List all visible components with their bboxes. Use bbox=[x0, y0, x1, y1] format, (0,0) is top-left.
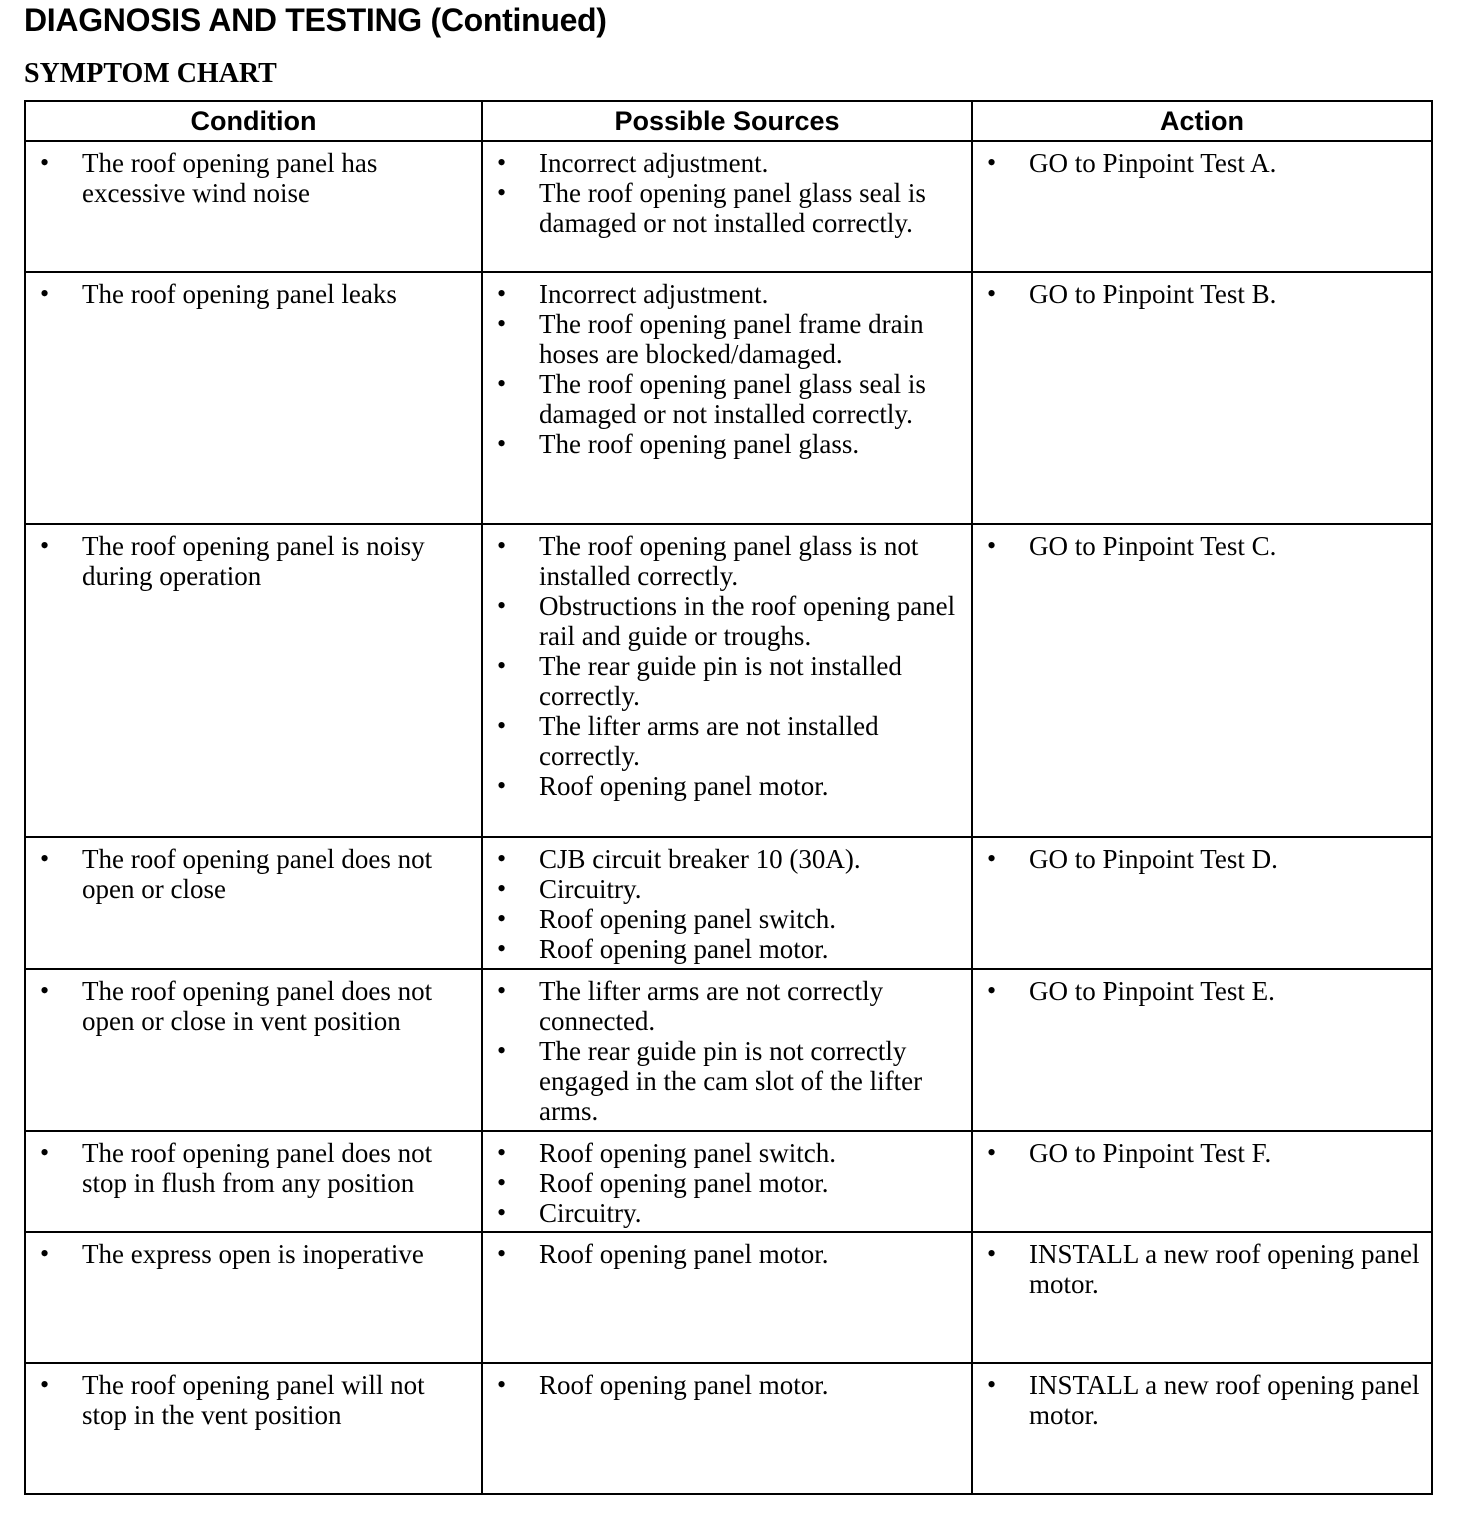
symptom-table bbox=[24, 100, 1433, 1495]
condition-cell bbox=[25, 272, 482, 524]
action-cell bbox=[972, 141, 1432, 272]
source-item: • Roof opening panel motor. bbox=[489, 1239, 965, 1269]
source-item: • The roof opening panel frame drain hoses are blocked/damaged. bbox=[489, 309, 965, 369]
action-text: • GO to Pinpoint Test E. bbox=[979, 976, 1425, 1006]
condition-cell bbox=[25, 969, 482, 1131]
condition-text: • The roof opening panel is noisy during operation bbox=[32, 531, 475, 591]
action-text: • GO to Pinpoint Test B. bbox=[979, 279, 1425, 309]
source-item: • The roof opening panel glass. bbox=[489, 429, 965, 459]
source-item: • The lifter arms are not correctly connected. bbox=[489, 976, 965, 1036]
chart-title: SYMPTOM CHART bbox=[24, 58, 277, 89]
source-item: • Incorrect adjustment. bbox=[489, 279, 965, 309]
table-header-row bbox=[25, 101, 1432, 141]
table-row bbox=[25, 524, 1432, 837]
condition-cell bbox=[25, 1232, 482, 1363]
action-cell bbox=[972, 1131, 1432, 1232]
source-item: • Roof opening panel motor. bbox=[489, 1370, 965, 1400]
header-possible-sources: Possible Sources bbox=[482, 101, 972, 141]
table-row bbox=[25, 141, 1432, 272]
page-heading: DIAGNOSIS AND TESTING (Continued) bbox=[24, 2, 607, 38]
source-item: • The roof opening panel glass is not installed correctly. bbox=[489, 531, 965, 591]
source-item: • Roof opening panel motor. bbox=[489, 934, 965, 964]
sources-cell bbox=[482, 1363, 972, 1494]
sources-cell bbox=[482, 524, 972, 837]
action-text: • INSTALL a new roof opening panel motor. bbox=[979, 1370, 1425, 1430]
action-cell bbox=[972, 1232, 1432, 1363]
source-item: • The roof opening panel glass seal is damaged or not installed correctly. bbox=[489, 369, 965, 429]
source-item: • Incorrect adjustment. bbox=[489, 148, 965, 178]
source-item: • The lifter arms are not installed correctly. bbox=[489, 711, 965, 771]
action-text: • GO to Pinpoint Test C. bbox=[979, 531, 1425, 561]
action-cell bbox=[972, 837, 1432, 969]
table-row bbox=[25, 837, 1432, 969]
table-row bbox=[25, 969, 1432, 1131]
sources-cell bbox=[482, 1232, 972, 1363]
source-item: • Obstructions in the roof opening panel rail and guide or troughs. bbox=[489, 591, 965, 651]
table-row bbox=[25, 1131, 1432, 1232]
action-cell bbox=[972, 524, 1432, 837]
condition-text: • The roof opening panel leaks bbox=[32, 279, 475, 309]
sources-cell bbox=[482, 837, 972, 969]
condition-text: • The roof opening panel does not open or close in vent position bbox=[32, 976, 475, 1036]
condition-cell bbox=[25, 1131, 482, 1232]
header-condition: Condition bbox=[25, 101, 482, 141]
action-text: • INSTALL a new roof opening panel motor. bbox=[979, 1239, 1425, 1299]
sources-cell bbox=[482, 969, 972, 1131]
condition-text: • The express open is inoperative bbox=[32, 1239, 475, 1269]
condition-text: • The roof opening panel does not stop in flush from any position bbox=[32, 1138, 475, 1198]
condition-text: • The roof opening panel does not open or close bbox=[32, 844, 475, 904]
action-cell bbox=[972, 1363, 1432, 1494]
source-item: • CJB circuit breaker 10 (30A). bbox=[489, 844, 965, 874]
condition-cell bbox=[25, 1363, 482, 1494]
action-text: • GO to Pinpoint Test F. bbox=[979, 1138, 1425, 1168]
condition-text: • The roof opening panel has excessive wind noise bbox=[32, 148, 475, 208]
source-item: • Roof opening panel motor. bbox=[489, 771, 965, 801]
source-item: • Roof opening panel switch. bbox=[489, 904, 965, 934]
source-item: • The roof opening panel glass seal is damaged or not installed correctly. bbox=[489, 178, 965, 238]
condition-text: • The roof opening panel will not stop in the vent position bbox=[32, 1370, 475, 1430]
action-cell bbox=[972, 272, 1432, 524]
action-text: • GO to Pinpoint Test A. bbox=[979, 148, 1425, 178]
source-item: • The rear guide pin is not installed correctly. bbox=[489, 651, 965, 711]
source-item: • Roof opening panel switch. bbox=[489, 1138, 965, 1168]
condition-cell bbox=[25, 837, 482, 969]
sources-cell bbox=[482, 1131, 972, 1232]
action-cell bbox=[972, 969, 1432, 1131]
action-text: • GO to Pinpoint Test D. bbox=[979, 844, 1425, 874]
source-item: • Roof opening panel motor. bbox=[489, 1168, 965, 1198]
table-row bbox=[25, 272, 1432, 524]
sources-cell bbox=[482, 272, 972, 524]
condition-cell bbox=[25, 524, 482, 837]
source-item: • Circuitry. bbox=[489, 874, 965, 904]
sources-cell bbox=[482, 141, 972, 272]
source-item: • The rear guide pin is not correctly engaged in the cam slot of the lifter arms. bbox=[489, 1036, 965, 1126]
condition-cell bbox=[25, 141, 482, 272]
table-row bbox=[25, 1363, 1432, 1494]
header-action: Action bbox=[972, 101, 1432, 141]
table-row bbox=[25, 1232, 1432, 1363]
source-item: • Circuitry. bbox=[489, 1198, 965, 1228]
